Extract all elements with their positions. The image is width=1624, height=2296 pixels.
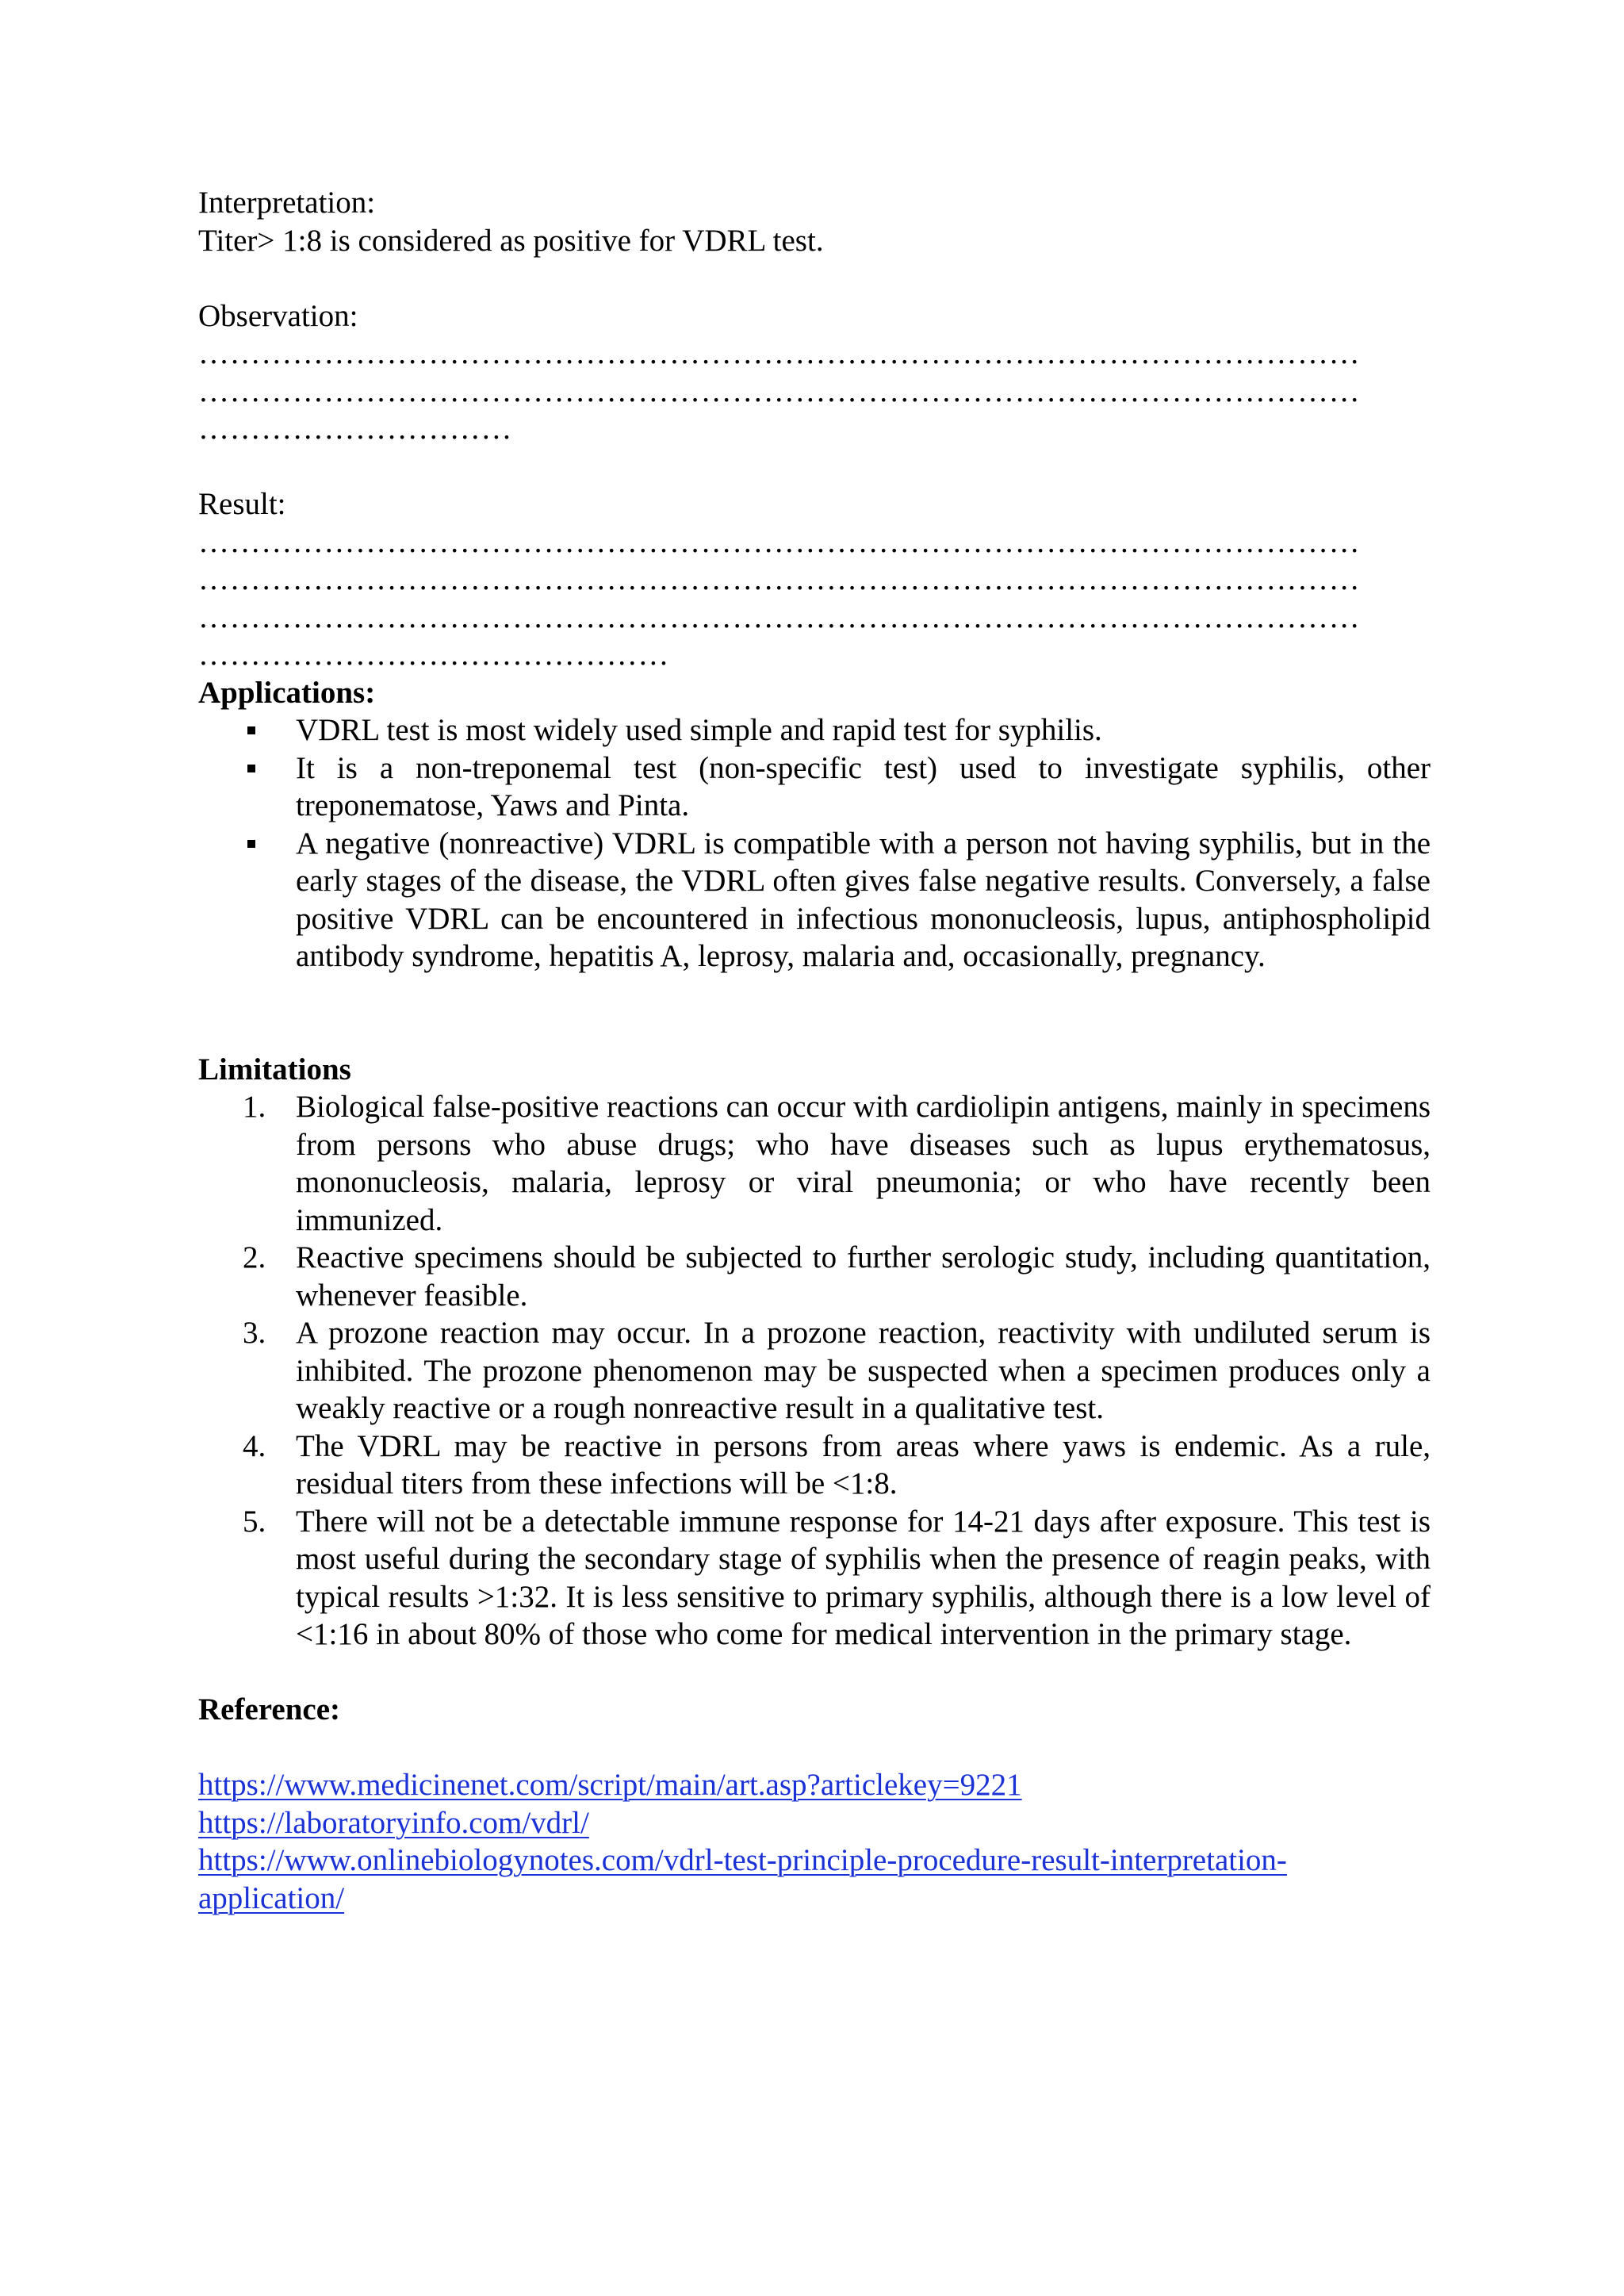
applications-item-text: It is a non-treponemal test (non-specific test) used to investigate syphilis, other treponematose, Yaws and Pinta.	[296, 750, 1431, 822]
limitations-item-number: 4.	[243, 1428, 266, 1463]
limitations-item	[198, 1428, 1431, 1503]
limitations-item	[198, 1314, 1431, 1428]
observation-heading: Observation:	[198, 298, 358, 333]
applications-list	[198, 711, 1431, 976]
reference-link[interactable]: https://www.onlinebiologynotes.com/vdrl-test-principle-procedure-result-interpretation-application/	[198, 1843, 1287, 1915]
applications-item	[198, 825, 1431, 976]
limitations-item-text: The VDRL may be reactive in persons from areas where yaws is endemic. As a rule, residual titers from these infections will be <1:8.	[296, 1428, 1431, 1501]
result-dot-line: ………………………………………	[198, 638, 669, 672]
interpretation-text: Titer> 1:8 is considered as positive for VDRL test.	[198, 223, 824, 258]
limitations-item-text: There will not be a detectable immune response for 14-21 days after exposure. This test is most useful during the secondary stage of syphilis when the presence of reagin peaks, with typical results >1:32. It is less sensitive to primary syphilis, although there is a low level of <1:16 in about 80% of those who come for medical intervention in the primary stage.	[296, 1504, 1431, 1651]
applications-item	[198, 749, 1431, 825]
result-dot-line: …………………………………………………………………………………………………	[198, 600, 1361, 634]
square-bullet-icon	[247, 840, 255, 848]
interpretation-heading: Interpretation:	[198, 186, 376, 220]
limitations-item-number: 3.	[243, 1316, 266, 1350]
square-bullet-icon	[247, 765, 255, 772]
document-page	[198, 184, 1431, 1917]
applications-item-text: VDRL test is most widely used simple and rapid test for syphilis.	[296, 713, 1102, 747]
applications-heading: Applications:	[198, 675, 376, 710]
limitations-item-number: 2.	[243, 1240, 266, 1274]
square-bullet-icon	[247, 726, 255, 734]
limitations-item-text: A prozone reaction may occur. In a prozone reaction, reactivity with undiluted serum is inhibited. The prozone phenomenon may be suspected when a specimen produces only a weakly reactive or a rough nonreactive result in a qualitative test.	[296, 1316, 1431, 1425]
observation-dot-line: …………………………………………………………………………………………………	[198, 374, 1361, 408]
limitations-item-number: 5.	[243, 1504, 266, 1539]
applications-item-text: A negative (nonreactive) VDRL is compatible with a person not having syphilis, but in the early stages of the disease, the VDRL often gives false negative results. Conversely, a false positive VDRL can be encountered in infectious mononucleosis, lupus, antiphospholipid antibody syndrome, hepatitis A, leprosy, malaria and, occasionally, pregnancy.	[296, 826, 1431, 973]
observation-dot-line: …………………………	[198, 412, 512, 446]
applications-item	[198, 711, 1431, 749]
limitations-list	[198, 1088, 1431, 1654]
limitations-item-number: 1.	[243, 1090, 266, 1124]
limitations-item-text: Reactive specimens should be subjected to further serologic study, including quantitation, whenever feasible.	[296, 1240, 1431, 1313]
result-dot-line: …………………………………………………………………………………………………	[198, 562, 1361, 596]
limitations-heading: Limitations	[198, 1052, 351, 1087]
reference-link[interactable]: https://laboratoryinfo.com/vdrl/	[198, 1805, 589, 1840]
limitations-item	[198, 1088, 1431, 1239]
limitations-item	[198, 1503, 1431, 1654]
reference-heading: Reference:	[198, 1692, 340, 1727]
result-heading: Result:	[198, 487, 286, 521]
reference-link[interactable]: https://www.medicinenet.com/script/main/art.asp?articlekey=9221	[198, 1768, 1022, 1802]
observation-dot-line: …………………………………………………………………………………………………	[198, 336, 1361, 370]
result-dot-line: …………………………………………………………………………………………………	[198, 524, 1361, 559]
limitations-item-text: Biological false-positive reactions can occur with cardiolipin antigens, mainly in specimens from persons who abuse drugs; who have diseases such as lupus erythematosus, mononucleosis, malaria, leprosy or viral pneumonia; or who have recently been immunized.	[296, 1090, 1431, 1237]
limitations-item	[198, 1239, 1431, 1314]
